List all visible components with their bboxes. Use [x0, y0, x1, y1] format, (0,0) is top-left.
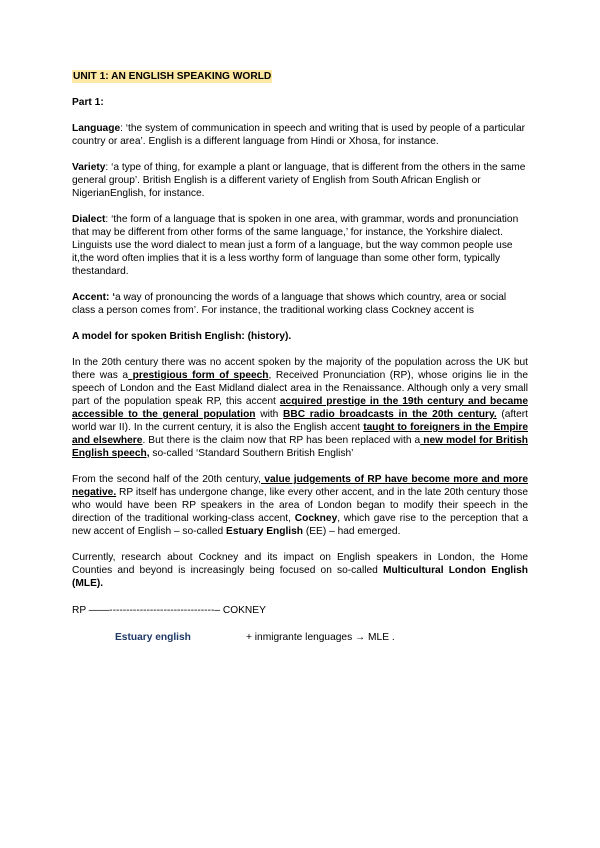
- dialect-term: Dialect: [72, 214, 106, 225]
- mle-formula: + inmigrante lenguages → MLE .: [246, 632, 395, 643]
- history-paragraph-3: [72, 551, 528, 590]
- part-heading: Part 1:: [72, 97, 104, 108]
- p2-bold-cockney: Cockney: [294, 513, 338, 524]
- p2-emphasis-1: value judgements of RP have become more and more negative.: [72, 474, 528, 498]
- p1-text-3: with: [255, 409, 284, 420]
- estuary-label: Estuary english: [115, 632, 191, 643]
- p1-text-1: In the 20th century there was no accent spoken by the majority of the population across the UK but there was a: [72, 357, 528, 381]
- p2-bold-estuary: Estuary English: [226, 526, 304, 537]
- p1-emphasis-4: taught to foreigners in the Empire and elsewhere: [72, 422, 529, 446]
- p3-bold-mle: Multicultural London English (MLE).: [72, 565, 528, 589]
- model-heading: A model for spoken British English: (history).: [72, 331, 292, 342]
- p1-text-5: . But there is the claim now that RP has been replaced with a: [142, 435, 421, 446]
- p2-text-4: (EE) – had emerged.: [303, 526, 401, 537]
- p1-text-2: , Received Pronunciation (RP), whose origins lie in the speech of London and the East Midland dialect area in the Renaissance. Although only a very small part of the population speak RP, this accent: [72, 370, 528, 407]
- p1-emphasis-5: new model for British English speech,: [72, 435, 529, 459]
- p1-text-4: (aftert world war II). In the current century, it is also the English accent: [72, 409, 528, 433]
- p3-text-1: Currently, research about Cockney and its impact on English speakers in London, the Home Counties and beyond is increasingly being focused on so-called: [72, 552, 528, 576]
- estuary-row: [72, 631, 528, 644]
- unit-title-line: [72, 70, 528, 83]
- language-text: : ‘the system of communication in speech and writing that is used by people of a particular country or area’. English is a different language from Hindi or Xhosa, for instance.: [72, 123, 526, 147]
- language-term: Language: [72, 123, 121, 134]
- p1-emphasis-2: acquired prestige in the 19th century and became accessible to the general population: [72, 396, 528, 420]
- accent-definition: [72, 291, 528, 317]
- p2-text-3: , which gave rise to the perception that a new accent of English – so-called: [72, 513, 528, 537]
- history-paragraph-1: [72, 356, 528, 460]
- dialect-definition: [72, 213, 528, 278]
- accent-continuum-line: RP ——-------------------------------– COKNEY: [72, 605, 266, 616]
- p1-emphasis-1: prestigious form of speech: [128, 370, 269, 381]
- dialect-text: : ‘the form of a language that is spoken in one area, with grammar, words and pronunciation that may be different from other forms of the same language,’ for instance, the Yorkshire dialect. Linguists use the word dialect to mean just a form of a language, but the way common people use it,the word often implies that it is a less worthy form of language than some other form, typically thestandard.: [72, 214, 519, 277]
- p2-text-2: RP itself has undergone change, like every other accent, and in the late 20th century those who would have been RP speakers in the area of London began to modify their speech in the direction of the traditional working-class accent,: [72, 487, 528, 524]
- p2-text-1: From the second half of the 20th century,: [72, 474, 261, 485]
- variety-text: : ‘a type of thing, for example a plant or language, that is different from the others in the same general group’. British English is a different variety of English from South African English or NigerianEnglish, for instance.: [72, 162, 526, 199]
- unit-title: UNIT 1: AN ENGLISH SPEAKING WORLD: [73, 71, 272, 82]
- accent-text: a way of pronouncing the words of a language that shows which country, area or social class a person comes from’. For instance, the traditional working class Cockney accent is: [72, 292, 507, 316]
- p1-text-6: so-called ‘Standard Southern British English’: [149, 448, 354, 459]
- variety-term: Variety: [72, 162, 106, 173]
- accent-term: Accent: ‘: [72, 292, 116, 303]
- language-definition: [72, 122, 528, 148]
- history-paragraph-2: [72, 473, 528, 538]
- p1-emphasis-3: BBC radio broadcasts in the 20th century.: [283, 409, 497, 420]
- document-page: [72, 70, 528, 644]
- variety-definition: [72, 161, 528, 200]
